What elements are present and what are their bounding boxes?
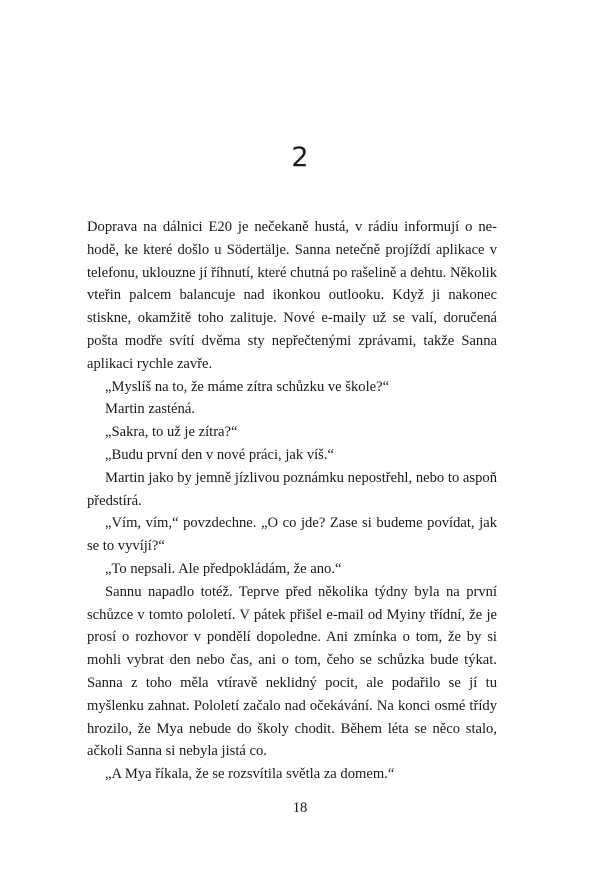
- paragraph: Martin zasténá.: [105, 401, 195, 418]
- body-text: [87, 216, 497, 786]
- chapter-number: 2: [291, 142, 309, 173]
- paragraph-opening: Doprava na dálnici E20 je nečekaně hustá, v rádiu informují o nehodě, ke které došlo u Södertälje. Sanna netečně projíždí aplikace v telefonu, uklouzne jí říhnutí, které chutná po rašelině a dehtu. Několik vteřin palcem balancuje nad ikonkou outlooku. Když ji nakonec stiskne, okamžitě toho zalituje. Nové e-maily už se valí, doručená pošta modře svítí dvěma sty nepřečtenými zprávami, takže Sanna aplikaci rychle zavře.: [87, 219, 497, 372]
- paragraph: Martin jako by jemně jízlivou poznámku nepostřehl, nebo to aspoň předstírá.: [87, 469, 497, 509]
- paragraph-dialogue: „A Mya říkala, že se rozsvítila světla za domem.“: [105, 766, 395, 783]
- paragraph-dialogue: „Vím, vím,“ povzdechne. „O co jde? Zase si budeme povídat, jak se to vyvíjí?“: [87, 515, 497, 555]
- paragraph-dialogue: „To nepsali. Ale předpokládám, že ano.“: [105, 560, 342, 577]
- paragraph-dialogue: „Budu první den v nové práci, jak víš.“: [105, 446, 334, 463]
- paragraph-dialogue: „Sakra, to už je zítra?“: [105, 424, 238, 441]
- paragraph-dialogue: „Myslíš na to, že máme zítra schůzku ve škole?“: [105, 378, 390, 395]
- paragraph: Sannu napadlo totéž. Teprve před několika týdny byla na první schůzce v tomto pololetí. V pátek přišel e-mail od Myiny třídní, že je prosí o rozhovor v pondělí dopoledne. Ani zmínka o tom, že by si mohli vybrat den nebo čas, ani o tom, čeho se schůzka bude týkat. Sanna z toho měla vtíravě neklidný pocit, ale podařilo se jí tu myšlenku zahnat. Pololetí začalo nad očekávání. Na konci osmé třídy hrozilo, že Mya nebude do školy chodit. Během léta se něco stalo, ačkoli Sanna si nebyla jistá co.: [87, 583, 497, 760]
- page-number: 18: [292, 800, 308, 816]
